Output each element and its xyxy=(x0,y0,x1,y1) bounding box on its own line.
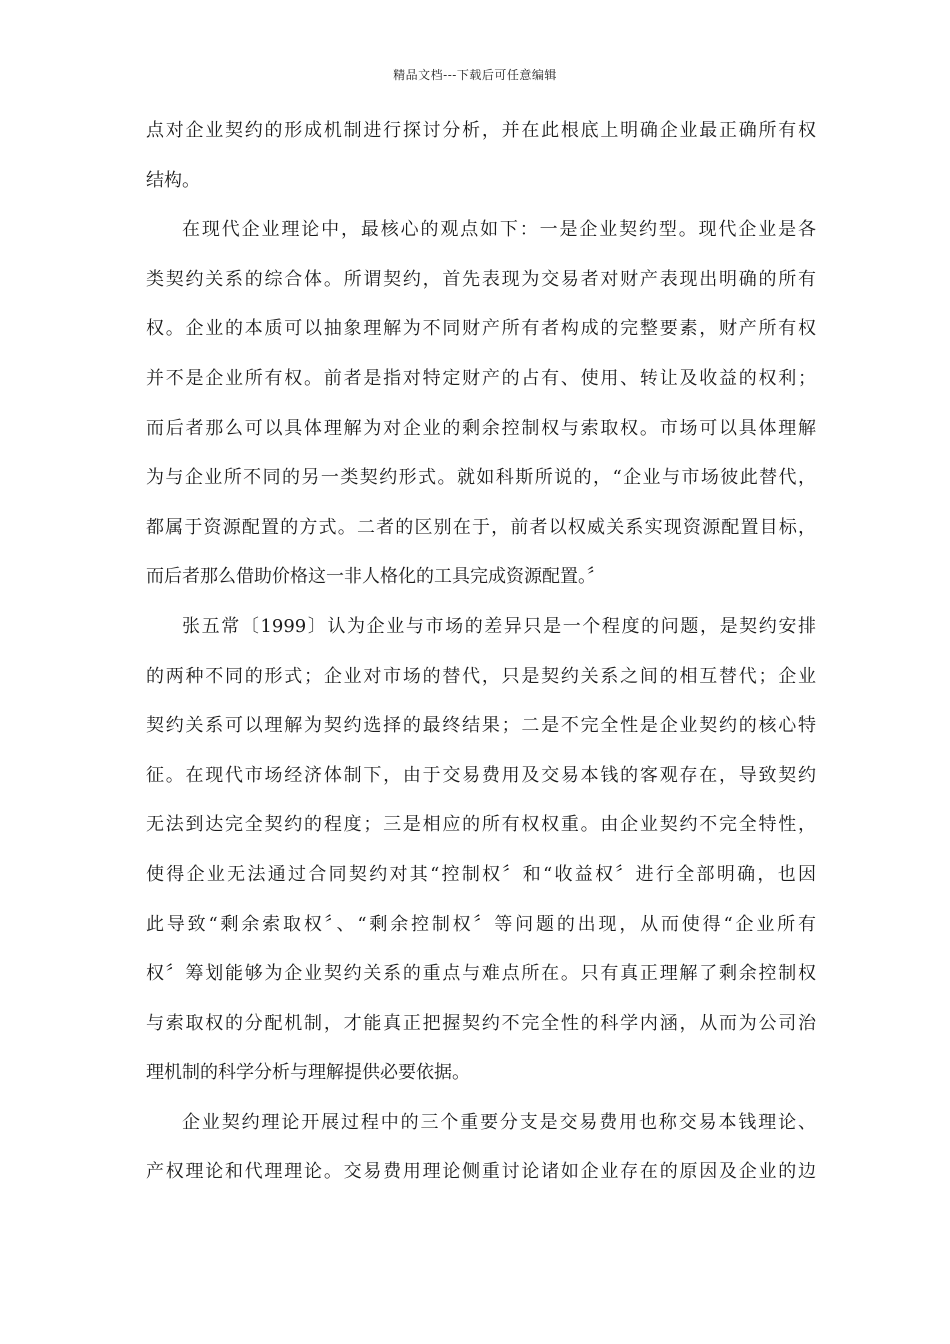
document-body xyxy=(146,106,816,1197)
text-line: 企业契约理论开展过程中的三个重要分支是交易费用也称交易本钱理论、 xyxy=(182,1111,816,1133)
page-header: 精品文档---下载后可任意编辑 xyxy=(393,68,557,82)
text-line: 权。企业的本质可以抽象理解为不同财产所有者构成的完整要素，财产所有权 xyxy=(146,318,816,340)
text-line: 都属于资源配置的方式。二者的区别在于，前者以权威关系实现资源配置目标， xyxy=(146,516,816,538)
text-line: 契约关系可以理解为契约选择的最终结果；二是不完全性是企业契约的核心特 xyxy=(146,715,816,737)
text-line: 而后者那么借助价格这一非人格化的工具完成资源配置。〞 xyxy=(146,566,605,588)
text-line: 结构。 xyxy=(146,169,200,191)
text-line: 类契约关系的综合体。所谓契约，首先表现为交易者对财产表现出明确的所有 xyxy=(146,268,816,290)
paragraph xyxy=(146,205,816,602)
paragraph xyxy=(146,602,816,1098)
text-line: 权〞筹划能够为企业契约关系的重点与难点所在。只有真正理解了剩余控制权 xyxy=(146,963,816,985)
text-line: 征。在现代市场经济体制下，由于交易费用及交易本钱的客观存在，导致契约 xyxy=(146,764,816,786)
text-line: 而后者那么可以具体理解为对企业的剩余控制权与索取权。市场可以具体理解 xyxy=(146,417,816,439)
text-line: 张五常〔1999〕认为企业与市场的差异只是一个程度的问题，是契约安排 xyxy=(182,615,816,637)
text-line: 在现代企业理论中，最核心的观点如下：一是企业契约型。现代企业是各 xyxy=(182,219,816,241)
text-line: 与索取权的分配机制，才能真正把握契约不完全性的科学内涵，从而为公司治 xyxy=(146,1012,816,1034)
text-line: 的两种不同的形式；企业对市场的替代，只是契约关系之间的相互替代；企业 xyxy=(146,665,816,687)
text-line: 产权理论和代理理论。交易费用理论侧重讨论诸如企业存在的原因及企业的边 xyxy=(146,1161,816,1183)
paragraph xyxy=(146,1098,816,1197)
text-line: 点对企业契约的形成机制进行探讨分析，并在此根底上明确企业最正确所有权 xyxy=(146,120,816,141)
text-line: 理机制的科学分析与理解提供必要依据。 xyxy=(146,1062,470,1084)
text-line: 使得企业无法通过合同契约对其“控制权〞和“收益权〞进行全部明确，也因 xyxy=(146,863,816,885)
text-line: 并不是企业所有权。前者是指对特定财产的占有、使用、转让及收益的权利； xyxy=(146,367,816,389)
text-line: 此导致“剩余索取权〞、“剩余控制权〞等问题的出现，从而使得“企业所有 xyxy=(146,913,816,935)
text-line: 为与企业所不同的另一类契约形式。就如科斯所说的，“企业与市场彼此替代， xyxy=(146,467,816,489)
paragraph xyxy=(146,106,816,205)
text-line: 无法到达完全契约的程度；三是相应的所有权权重。由企业契约不完全特性， xyxy=(146,814,816,836)
